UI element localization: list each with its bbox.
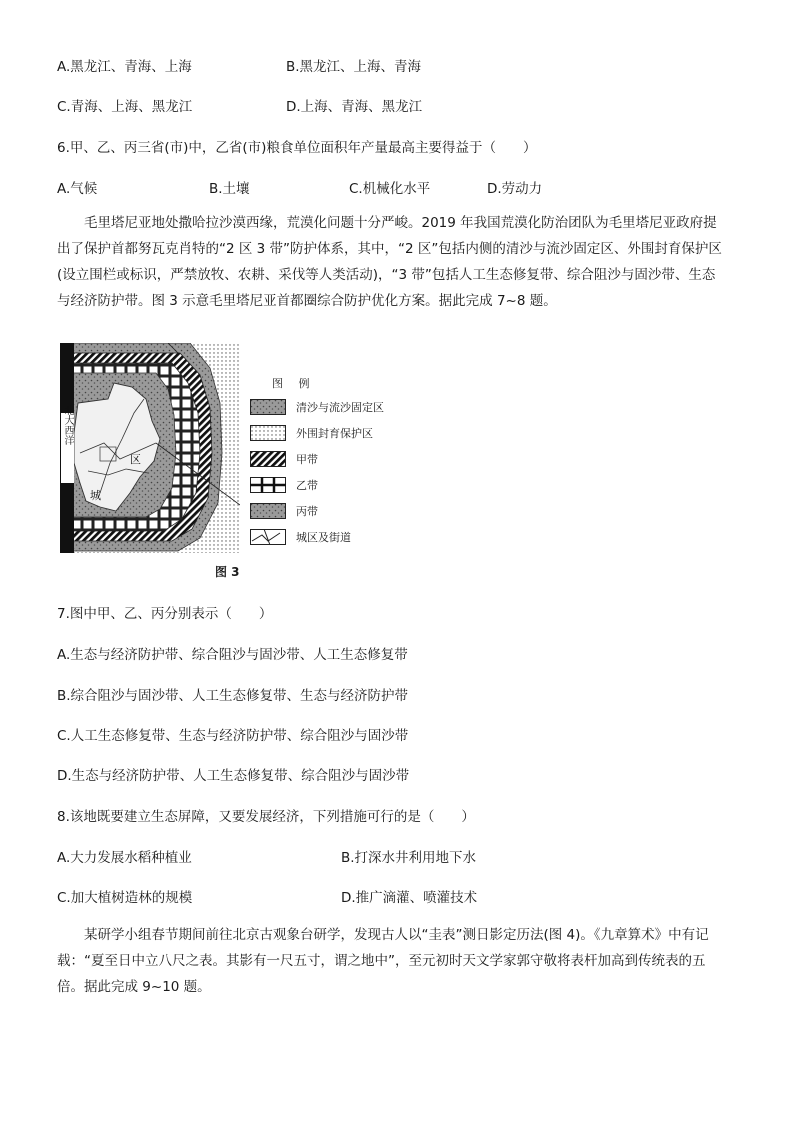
q7-option-b: B.综合阻沙与固沙带、人工生态修复带、生态与经济防护带 — [57, 688, 409, 704]
legend-label: 外围封育保护区 — [296, 427, 373, 440]
q8-option-c: C.加大植树造林的规模 — [57, 890, 193, 906]
passage2-line2: 载：“夏至日中立八尺之表。其影有一尺五寸，谓之地中”，至元初时天文学家郭守敬将表杆加高到传统表的五 — [57, 953, 706, 969]
q7-option-c: C.人工生态修复带、生态与经济防护带、综合阻沙与固沙带 — [57, 728, 409, 744]
q6-stem: 6.甲、乙、丙三省(市)中，乙省(市)粮食单位面积年产量最高主要得益于（ ） — [57, 140, 537, 156]
legend-title: 图 例 — [272, 377, 316, 390]
q5-option-b: B.黑龙江、上海、青海 — [286, 59, 422, 75]
q6-option-a: A.气候 — [57, 181, 98, 197]
q7-option-d: D.生态与经济防护带、人工生态修复带、综合阻沙与固沙带 — [57, 768, 410, 784]
figure3-caption: 图 3 — [215, 565, 240, 579]
swatch-streets-icon — [250, 529, 286, 545]
ocean-label: 北大西洋 — [62, 405, 73, 445]
q5-option-a: A.黑龙江、青海、上海 — [57, 59, 192, 75]
passage1-line2: 出了保护首都努瓦克肖特的“2 区 3 带”防护体系，其中，“2 区”包括内侧的清沙与流沙固定区、外围封育保护区 — [57, 241, 722, 257]
legend-label: 乙带 — [296, 479, 318, 492]
passage2-line1: 某研学小组春节期间前往北京古观象台研学，发现古人以“圭表”测日影定历法(图 4)。《九章算术》中有记 — [84, 927, 709, 943]
swatch-hatch-icon — [250, 451, 286, 467]
q5-option-d: D.上海、青海、黑龙江 — [286, 99, 423, 115]
legend-item-yi — [250, 476, 318, 494]
swatch-dots-icon — [250, 425, 286, 441]
city-label-1: 区 — [130, 453, 141, 466]
legend-item-sand-fixation — [250, 398, 384, 416]
legend-label: 城区及街道 — [296, 531, 351, 544]
q6-option-d: D.劳动力 — [487, 181, 543, 197]
legend-item-city — [250, 528, 351, 546]
passage-mauritania — [57, 210, 741, 314]
legend-label: 丙带 — [296, 505, 318, 518]
passage1-line1: 毛里塔尼亚地处撒哈拉沙漠西缘，荒漠化问题十分严峻。2019 年我国荒漠化防治团队为毛里塔尼亚政府提 — [84, 215, 717, 231]
q6-option-b: B.土壤 — [209, 181, 250, 197]
swatch-speckle-icon — [250, 399, 286, 415]
legend-item-outer-protection — [250, 424, 373, 442]
legend-item-bing — [250, 502, 318, 520]
swatch-speckle-dark-icon — [250, 503, 286, 519]
q6-option-c: C.机械化水平 — [349, 181, 431, 197]
q8-stem: 8.该地既要建立生态屏障，又要发展经济，下列措施可行的是（ ） — [57, 809, 475, 825]
q5-option-c: C.青海、上海、黑龙江 — [57, 99, 193, 115]
passage2-line3: 倍。据此完成 9~10 题。 — [57, 979, 211, 995]
q8-option-a: A.大力发展水稻种植业 — [57, 850, 192, 866]
legend-item-jia — [250, 450, 318, 468]
q7-stem: 7.图中甲、乙、丙分别表示（ ） — [57, 606, 273, 622]
q8-option-d: D.推广滴灌、喷灌技术 — [341, 890, 478, 906]
q7-option-a: A.生态与经济防护带、综合阻沙与固沙带、人工生态修复带 — [57, 647, 408, 663]
passage-guibiao — [57, 922, 741, 1000]
legend-label: 清沙与流沙固定区 — [296, 401, 384, 414]
city-label-2: 城 — [90, 489, 101, 502]
passage1-line3: (设立围栏或标识，严禁放牧、农耕、采伐等人类活动)，“3 带”包括人工生态修复带、综合阻沙与固沙带、生态 — [57, 267, 716, 283]
swatch-grid-icon — [250, 477, 286, 493]
figure3-map — [60, 343, 240, 553]
q8-option-b: B.打深水井利用地下水 — [341, 850, 477, 866]
passage1-line4: 与经济防护带。图 3 示意毛里塔尼亚首都圈综合防护优化方案。据此完成 7~8 题。 — [57, 293, 557, 309]
legend-label: 甲带 — [296, 453, 318, 466]
